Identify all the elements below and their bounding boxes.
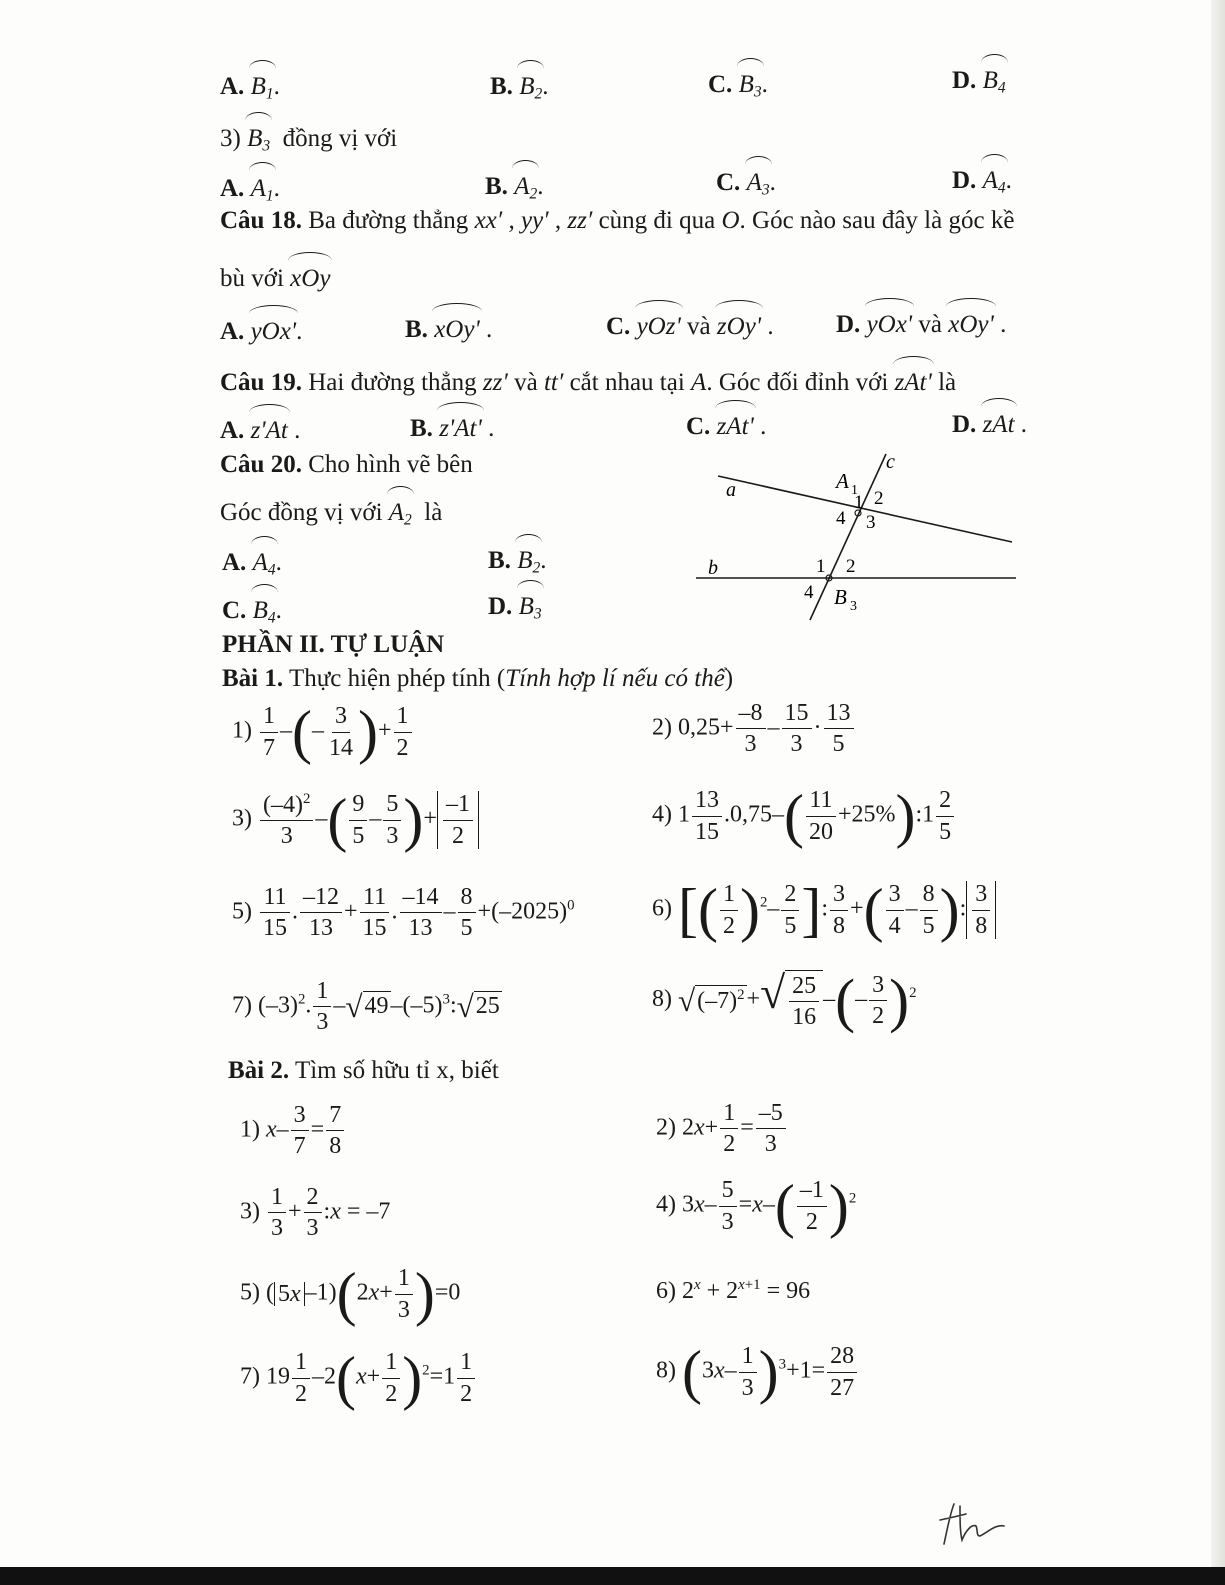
q17-row2-option-d: D. $A_4$. xyxy=(952,164,1012,196)
label-c: c xyxy=(886,451,895,473)
q17-row1-option-b: B. $B_2$. xyxy=(490,70,548,102)
bai1-item-4: 4) 1 $\frac{13}{15}$ .0,75–( $\frac{11}{20}$ +25%):1 $\frac{2}{5}$ xyxy=(652,786,956,846)
label-b1: 1 xyxy=(816,556,826,577)
q18-option-a: A. yOx'. xyxy=(220,315,302,344)
label-a3: 3 xyxy=(866,512,876,533)
scan-bottom-bar xyxy=(0,1567,1225,1585)
q19-option-b: B. z'At' . xyxy=(410,412,494,441)
q18-option-b: B. xOy' . xyxy=(405,313,492,342)
bai2-item-1: 1) x– $\frac{3}{7}$ = $\frac{7}{8}$ xyxy=(240,1102,346,1160)
q20-option-d: D. $B_3$ xyxy=(488,590,542,622)
q17-row1-option-a: A. $B_1$. xyxy=(220,70,280,102)
q20-question: Câu 20. Cho hình vẽ bên xyxy=(220,451,473,478)
q20-option-c: C. $B_4$. xyxy=(222,594,282,626)
bai2-item-5: 5) ( 5x –1)(2x+ $\frac{1}{3}$ )=0 xyxy=(240,1261,461,1327)
bai2-item-3: 3) $\frac{1}{3}$ + $\frac{2}{3}$ :x = –7 xyxy=(240,1184,391,1242)
q19-question: Câu 19. Hai đường thẳng zz′ và tt′ cắt nhau tại A. Góc đối đỉnh với zAt' là xyxy=(220,366,956,395)
line-a xyxy=(718,476,1012,542)
label-a: a xyxy=(726,479,736,501)
q19-option-c: C. zAt' . xyxy=(686,410,766,439)
q19-option-a: A. z'At . xyxy=(220,414,300,443)
bai1-item-8: 8) √ $(-7)^2$ + √ $\frac{25}{16}$ –(– $\frac{3}{2}$ )$^2$ xyxy=(652,967,917,1034)
bai1-item-7: 7) $(-3)^2$. $\frac{1}{3}$ – √ 49 $-(-5)^3$: √ 25 xyxy=(232,978,500,1036)
label-pA: A xyxy=(836,469,849,493)
q18-option-c: C. yOz' và zOy' . xyxy=(606,310,774,339)
label-a4: 4 xyxy=(836,508,846,529)
q18-question-cont: bù với xOy xyxy=(220,262,330,291)
bai2-item-6: 6) $2^x + 2^{x+1} = 96$ xyxy=(656,1277,811,1304)
label-pB-sub: 3 xyxy=(850,599,857,614)
q18-option-d: D. yOx' và xOy' . xyxy=(836,308,1006,337)
bai2-item-4: 4) 3x– $\frac{5}{3}$ =x–( $\frac{-1}{2}$ )$^2$ xyxy=(656,1173,857,1239)
bai1-title: Bài 1. Thực hiện phép tính (Tính hợp lí nếu có thể) xyxy=(222,665,734,692)
q17-row1-option-d: D. $B_4$ xyxy=(952,64,1006,96)
q17-row2-option-b: B. $A_2$. xyxy=(485,170,543,202)
label-b4: 4 xyxy=(804,582,814,603)
bai2-item-7: 7) 19 $\frac{1}{2}$ –2(x+ $\frac{1}{2}$ )$^2$=1 $\frac{1}{2}$ xyxy=(240,1348,477,1408)
q19-option-d: D. zAt . xyxy=(952,408,1027,437)
label-b: b xyxy=(708,557,718,579)
q17-row2-option-a: A. $A_1$. xyxy=(220,172,280,204)
part2-title: PHẦN II. TỰ LUẬN xyxy=(222,631,445,658)
q17-item3: 3) $B_3$ đồng vị với xyxy=(220,122,397,154)
signature xyxy=(930,1496,1010,1552)
q20-option-a: A. $A_4$. xyxy=(222,546,282,578)
bai2-item-2: 2) 2x+ $\frac{1}{2}$ = $\frac{-5}{3}$ xyxy=(656,1100,788,1158)
q20-question-cont: Góc đồng vị với $A_2$ là xyxy=(220,496,442,528)
bai1-item-5: 5) $\frac{11}{15}$ . $\frac{-12}{13}$ + $\frac{11}{15}$ . $\frac{-14}{13}$ – $\frac{8}{5}$ $+(-2025)^0$ xyxy=(232,884,575,942)
scan-edge xyxy=(1211,0,1225,1585)
bai1-item-1: 1) $\frac{1}{7}$ –(– $\frac{3}{14}$ )+ $\frac{1}{2}$ xyxy=(232,702,414,762)
q17-row1-option-c: C. $B_3$. xyxy=(708,68,768,100)
label-a2: 2 xyxy=(874,488,884,509)
q20-figure xyxy=(690,448,1030,628)
bai1-item-6: 6) [( $\frac{1}{2}$ )$^2$– $\frac{2}{5}$ ]: $\frac{3}{8}$ +( $\frac{3}{4}$ – $\frac{8}{5}$ ): $\frac{3}{8}$ xyxy=(652,880,996,940)
bai1-item-2: 2) 0,25+ $\frac{-8}{3}$ – $\frac{15}{3}$ · $\frac{13}{5}$ xyxy=(652,700,856,758)
bai2-item-8: 8) (3x– $\frac{1}{3}$ )$^3$+1= $\frac{28}{27}$ xyxy=(656,1342,859,1402)
q17-row2-option-c: C. $A_3$. xyxy=(716,166,776,198)
label-pB: B xyxy=(834,585,847,609)
label-pA-sub: 1 xyxy=(851,483,858,498)
q20-option-b: B. $B_2$. xyxy=(488,544,546,576)
label-a1: 1 xyxy=(854,492,864,513)
bai1-item-3: 3) $\frac{(-4)^2}{3}$ –( $\frac{9}{5}$ – $\frac{5}{3}$ )+ $\frac{-1}{2}$ xyxy=(232,790,479,850)
label-b2: 2 xyxy=(846,556,856,577)
q18-question: Câu 18. Ba đường thẳng xx′ , yy′ , zz′ cùng đi qua O. Góc nào sau đây là góc kề xyxy=(220,207,1015,234)
bai2-title: Bài 2. Tìm số hữu tỉ x, biết xyxy=(228,1057,499,1084)
